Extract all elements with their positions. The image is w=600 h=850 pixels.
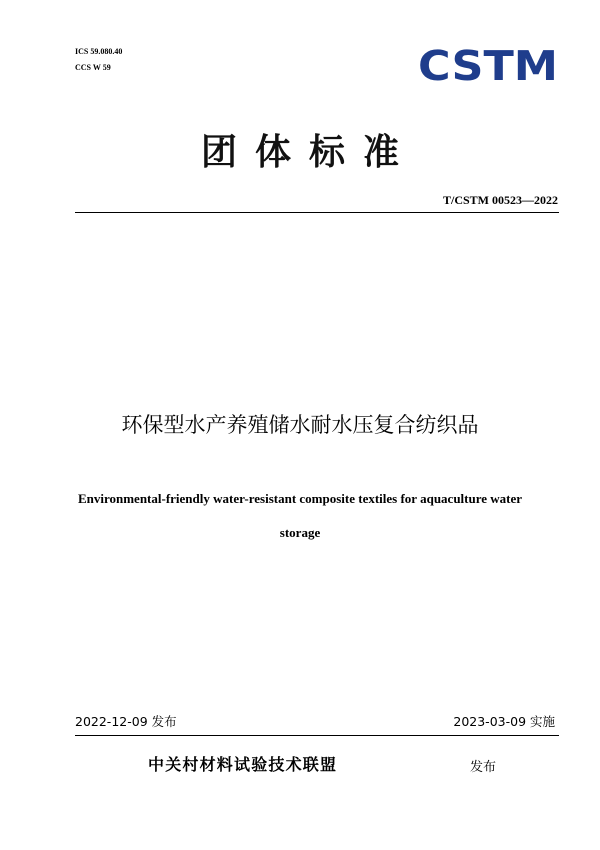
title-chinese: 环保型水产养殖储水耐水压复合纺织品 — [121, 413, 479, 437]
issue-date: 2022-12-09 发布 — [75, 714, 177, 729]
document-type-heading: 团体标准 — [200, 132, 417, 173]
classification-codes — [75, 44, 122, 76]
bottom-divider — [75, 735, 559, 736]
ccs-code: CCS W 59 — [75, 63, 111, 72]
publish-label: 发布 — [470, 760, 497, 775]
ics-code: ICS 59.080.40 — [75, 47, 123, 56]
svg-text:CSTM: CSTM — [418, 44, 558, 84]
top-divider — [75, 212, 559, 213]
title-english-line-1: Environmental-friendly water-resistant composite textiles for aquaculture water — [77, 491, 523, 506]
implementation-date: 2023-03-09 实施 — [453, 714, 555, 729]
cstm-logo — [418, 44, 558, 84]
publisher-name: 中关村材料试验技术联盟 — [148, 755, 338, 774]
standard-number: T/CSTM 00523—2022 — [442, 193, 558, 207]
title-english-line-2: storage — [279, 525, 321, 540]
title-english — [60, 482, 540, 550]
